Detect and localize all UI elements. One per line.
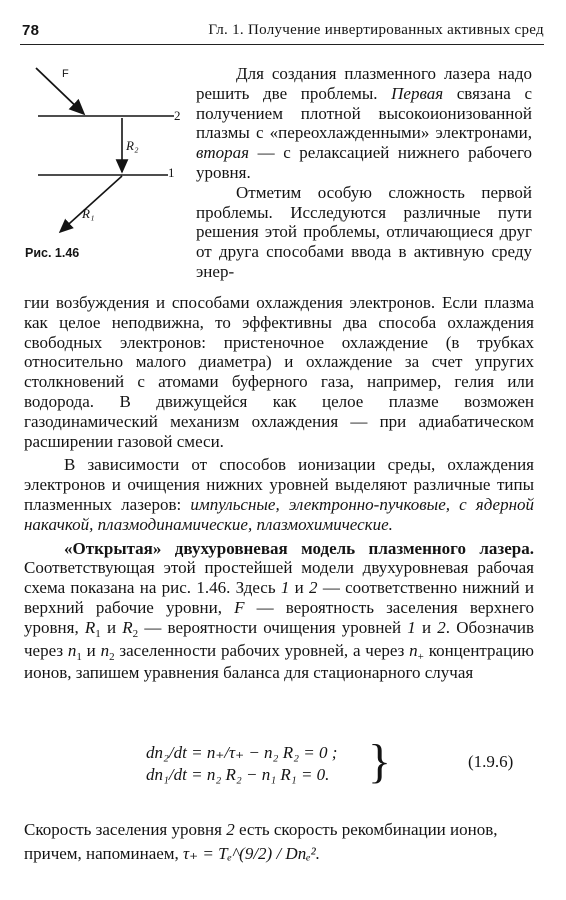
figure-1-46 — [18, 60, 198, 260]
arrow-r1 — [60, 176, 122, 232]
header-rule — [20, 44, 544, 45]
arrow-f — [36, 68, 84, 114]
body-text — [24, 293, 534, 687]
equation-line-2: dn₁/dt = n₂ R₂ − n₁ R₁ = 0. — [146, 765, 330, 784]
label-level-2: 2 — [174, 108, 181, 123]
wrapped-text — [196, 64, 532, 282]
paragraph-4: «Открытая» двухуровневая модель плазменного лазера. Соответствующая этой простейшей модели двухуровневая рабочая схема показана на рис. 1.46. Здесь 1 и 2 — соответственно нижний и верхний рабочие уровни, F — вероятность заселения верхнего уровня, $R_1$ и $R_2$ — вероятности очищения уровней 1 и 2. Обозначив через $n_1$ и $n_2$ заселенности рабочих уровней, а через $n_+$ концентрацию ионов, запишем уравнения баланса для стационарного случая — [24, 538, 535, 683]
section-heading: «Открытая» двухуровневая модель плазменного лазера. — [64, 538, 534, 558]
running-title: Гл. 1. Получение инвертированных активных сред — [208, 22, 544, 38]
tau-formula: τ₊ = Tₑ^(9/2) / Dnₑ². — [183, 844, 321, 863]
running-header — [14, 16, 552, 42]
paragraph-3: В зависимости от способов ионизации среды, охлаждения электронов и очищения нижних уровней выделяют различные типы плазменных лазеров: импульсные, электронно-пучковые, с ядерной накачкой, плазмодинамические, плазмохимические. — [24, 455, 534, 534]
label-r2: R₂ — [126, 138, 139, 153]
page-number: 78 — [22, 22, 40, 39]
paragraph-2-start: Отметим особую сложность первой проблемы. Исследуются различные пути решения этой проблемы, отличающиеся друг от друга способами ввода в активную среду энер- — [196, 182, 532, 281]
right-brace: } — [368, 735, 392, 788]
paragraph-1: Для создания плазменного лазера надо решить две проблемы. Первая связана с получением плотной высокоионизованной плазмы с «переохлажденными» электронами, вторая — с релаксацией нижнего рабочего уровня. — [196, 64, 532, 182]
equation-number: (1.9.6) — [468, 752, 514, 771]
equation-system — [146, 742, 337, 786]
final-paragraph: Скорость заселения уровня 2 есть скорость рекомбинации ионов, причем, напоминаем, τ₊ = Tₑ^(9/2) / Dnₑ². — [24, 820, 498, 863]
label-f: F — [62, 68, 69, 80]
label-r1: R₁ — [82, 206, 95, 221]
figure-caption: Рис. 1.46 — [25, 246, 80, 260]
level-diagram — [18, 60, 198, 260]
paragraph-2-continued: гии возбуждения и способами охлаждения электронов. Если плазма как целое неподвижна, то эффективны два способа охлаждения свободных электронов: пристеночное охлаждение (в трубках относительно малого диаметра) и охлаждение за счет упругих столкновений с атомами буферного газа, например, гелия или водорода. В движущейся как целое плазме возможен газодинамический механизм охлаждения — при адиабатическом расширении газовой смеси. — [24, 293, 534, 451]
label-level-1: 1 — [168, 165, 175, 180]
equation-line-1: dn₂/dt = n₊/τ₊ − n₂ R₂ = 0 ; — [146, 743, 338, 762]
